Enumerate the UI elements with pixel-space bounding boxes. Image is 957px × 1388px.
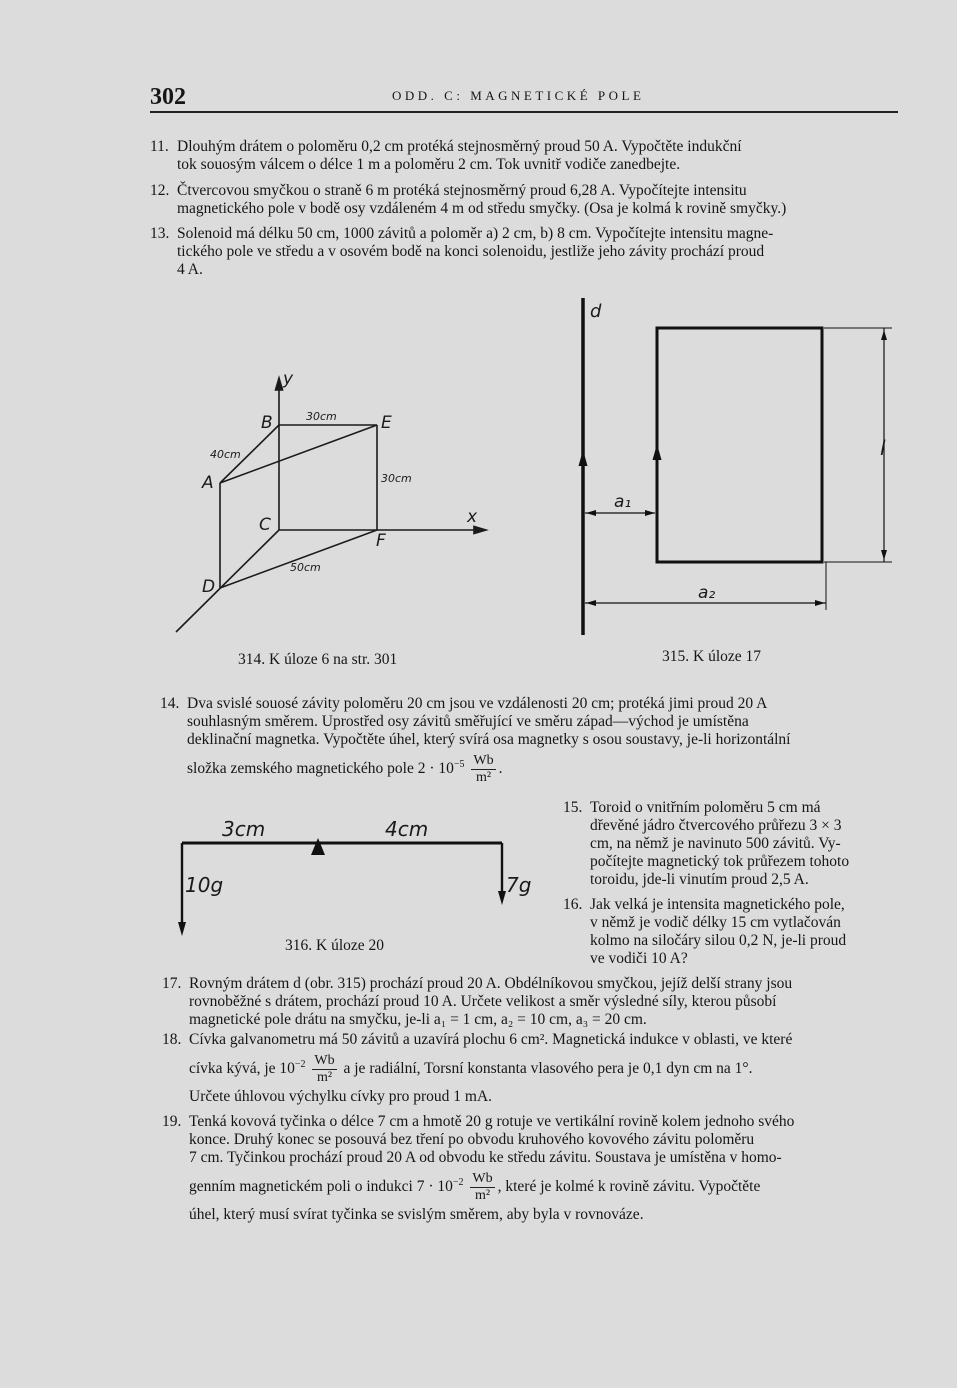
label-left-mass: 10g xyxy=(185,873,224,897)
problem-text-line: tok souosým válcem o délce 1 m a poloměru 2 cm. Tok uvnitř vodiče zanedbejte. xyxy=(177,156,681,173)
problem-text-line: dřevěné jádro čtvercového průřezu 3 × 3 xyxy=(590,817,842,834)
problem-text-line: 7 cm. Tyčinkou prochází proud 20 A od obvodu ke středu závitu. Soustava je umístěna v homo- xyxy=(189,1149,782,1166)
running-title: ODD. C: MAGNETICKÉ POLE xyxy=(392,88,645,103)
label-d: d xyxy=(590,301,602,322)
problem-16 xyxy=(563,896,846,968)
problem-text-line: toroidu, jde-li vinutím proud 2,5 A. xyxy=(590,871,809,888)
label-c: C xyxy=(259,515,271,535)
dim-cd: 50cm xyxy=(290,561,321,574)
figure-314-caption: 314. K úloze 6 na str. 301 xyxy=(238,651,398,668)
problem-number: 18. xyxy=(162,1031,182,1048)
page-number: 302 xyxy=(150,84,186,110)
problem-text-line: magnetického pole v bodě osy vzdáleném 4 m od středu smyčky. (Osa je kolmá k rovině smyčky.) xyxy=(177,200,787,217)
problem-text-line: 4 A. xyxy=(177,261,203,278)
fraction: $\frac{Wb}{\text{m²}}$ xyxy=(473,753,494,785)
problem-text-line: Čtvercovou smyčkou o straně 6 m protéká stejnosměrný proud 6,28 A. Vypočítejte intensitu xyxy=(177,182,747,199)
problem-text-line: Rovným drátem d (obr. 315) prochází proud 20 A. Obdélníkovou smyčkou, jejíž delší strany jsou xyxy=(189,975,793,992)
problem-text-line: tického pole ve středu a v osovém bodě na konci solenoidu, jestliže jeho závity prochází proud xyxy=(177,243,765,260)
fraction: $\frac{Wb}{\text{m²}}$ xyxy=(314,1053,335,1085)
figure-316-caption: 316. K úloze 20 xyxy=(285,937,385,954)
problem-number: 13. xyxy=(150,225,170,242)
problem-text-line: Jak velká je intensita magnetického pole, xyxy=(590,896,845,913)
problem-text-line: počítejte magnetický tok průřezem tohoto xyxy=(590,853,850,870)
label-right-length: 4cm xyxy=(385,817,429,841)
problem-text-line: cívka kývá, je $10^{-2}$ $\frac{Wb}{\text{m²}}$ a je radiální, Torsní konstanta vlasového pera je 0,1 dyn cm na 1°. xyxy=(189,1053,753,1085)
problem-text-line: souhlasným směrem. Uprostřed osy závitů směřující ve směru západ—východ je umístěna xyxy=(187,713,749,730)
label-e: E xyxy=(381,413,392,433)
problem-text-line: Cívka galvanometru má 50 závitů a uzavírá plochu 6 cm². Magnetická indukce v oblasti, ve které xyxy=(189,1031,793,1048)
problem-18 xyxy=(162,1031,792,1106)
problem-text-line: Toroid o vnitřním poloměru 5 cm má xyxy=(590,799,821,816)
label-left-length: 3cm xyxy=(222,817,266,841)
dim-ef: 30cm xyxy=(381,472,412,485)
problem-text-line: Solenoid má délku 50 cm, 1000 závitů a poloměr a) 2 cm, b) 8 cm. Vypočítejte intensitu magne- xyxy=(177,225,774,242)
label-f: F xyxy=(376,531,386,551)
problem-number: 12. xyxy=(150,182,170,199)
dim-ab: 40cm xyxy=(210,448,241,461)
problem-text-line: složka zemského magnetického pole $2 \cdot 10^{-5}$ $\frac{Wb}{\text{m²}}$ . xyxy=(187,753,503,785)
problem-17 xyxy=(162,975,792,1029)
problem-number: 11. xyxy=(150,138,169,155)
fraction: $\frac{Wb}{\text{m²}}$ xyxy=(472,1171,493,1203)
problem-text-line: magnetické pole drátu na smyčku, je-li a₁ = 1 cm, a₂ = 10 cm, a₃ = 20 cm. xyxy=(189,1011,647,1028)
problem-number: 19. xyxy=(162,1113,182,1130)
label-x: x xyxy=(467,507,478,527)
problem-text-line: Dlouhým drátem o poloměru 0,2 cm protéká stejnosměrný proud 50 A. Vypočtěte indukční xyxy=(177,138,742,155)
right-weight-arrow xyxy=(498,891,506,905)
problem-number: 16. xyxy=(563,896,583,913)
figure-315-caption: 315. K úloze 17 xyxy=(662,648,762,665)
left-weight-arrow xyxy=(178,922,186,936)
problem-text-line: úhel, který musí svírat tyčinka se svislým směrem, aby byla v rovnováze. xyxy=(189,1206,644,1223)
problem-text-line: genním magnetickém poli o indukci $7 \cdot 10^{-2}$ $\frac{Wb}{\text{m²}}$ , které je kolmé k rovině závitu. Vypočtěte xyxy=(189,1171,761,1203)
label-l: l xyxy=(880,436,886,460)
label-a: A xyxy=(202,473,214,493)
label-b: B xyxy=(261,413,273,433)
problem-text-line: Určete úhlovou výchylku cívky pro proud 1 mA. xyxy=(189,1088,493,1105)
problem-text-line: Dva svislé souosé závity poloměru 20 cm jsou ve vzdálenosti 20 cm; protéká jimi proud 20 A xyxy=(187,695,768,712)
problem-19 xyxy=(162,1113,794,1224)
problem-text-line: cm, na němž je navinuto 500 závitů. Vy- xyxy=(590,835,841,852)
problem-text-line: rovnoběžné s drátem, prochází proud 10 A. Určete velikost a směr výsledné síly, kterou působí xyxy=(189,993,777,1010)
label-a1: a₁ xyxy=(614,492,632,512)
problem-number: 17. xyxy=(162,975,182,992)
dim-be: 30cm xyxy=(306,410,337,423)
problem-15 xyxy=(563,799,849,889)
fulcrum xyxy=(311,838,325,855)
label-d: D xyxy=(202,577,216,597)
problem-text-line: ve vodiči 10 A? xyxy=(590,950,688,967)
problem-text-line: kolmo na siločáry silou 0,2 N, je-li proud xyxy=(590,932,847,949)
problem-number: 15. xyxy=(563,799,583,816)
label-right-mass: 7g xyxy=(506,873,532,897)
label-y: y xyxy=(283,369,294,389)
problem-text-line: v němž je vodič délky 15 cm vytlačován xyxy=(590,914,841,931)
problem-text-line: Tenká kovová tyčinka o délce 7 cm a hmotě 20 g rotuje ve vertikální rovině kolem jednoho svého xyxy=(189,1113,795,1130)
problem-text-line: deklinační magnetka. Vypočtěte úhel, který svírá osa magnetky s osou soustavy, je-li horizontální xyxy=(187,731,791,748)
problem-number: 14. xyxy=(160,695,180,712)
problem-text-line: konce. Druhý konec se posouvá bez tření po obvodu kruhového kovového závitu poloměru xyxy=(189,1131,755,1148)
label-a2: a₂ xyxy=(698,583,716,603)
